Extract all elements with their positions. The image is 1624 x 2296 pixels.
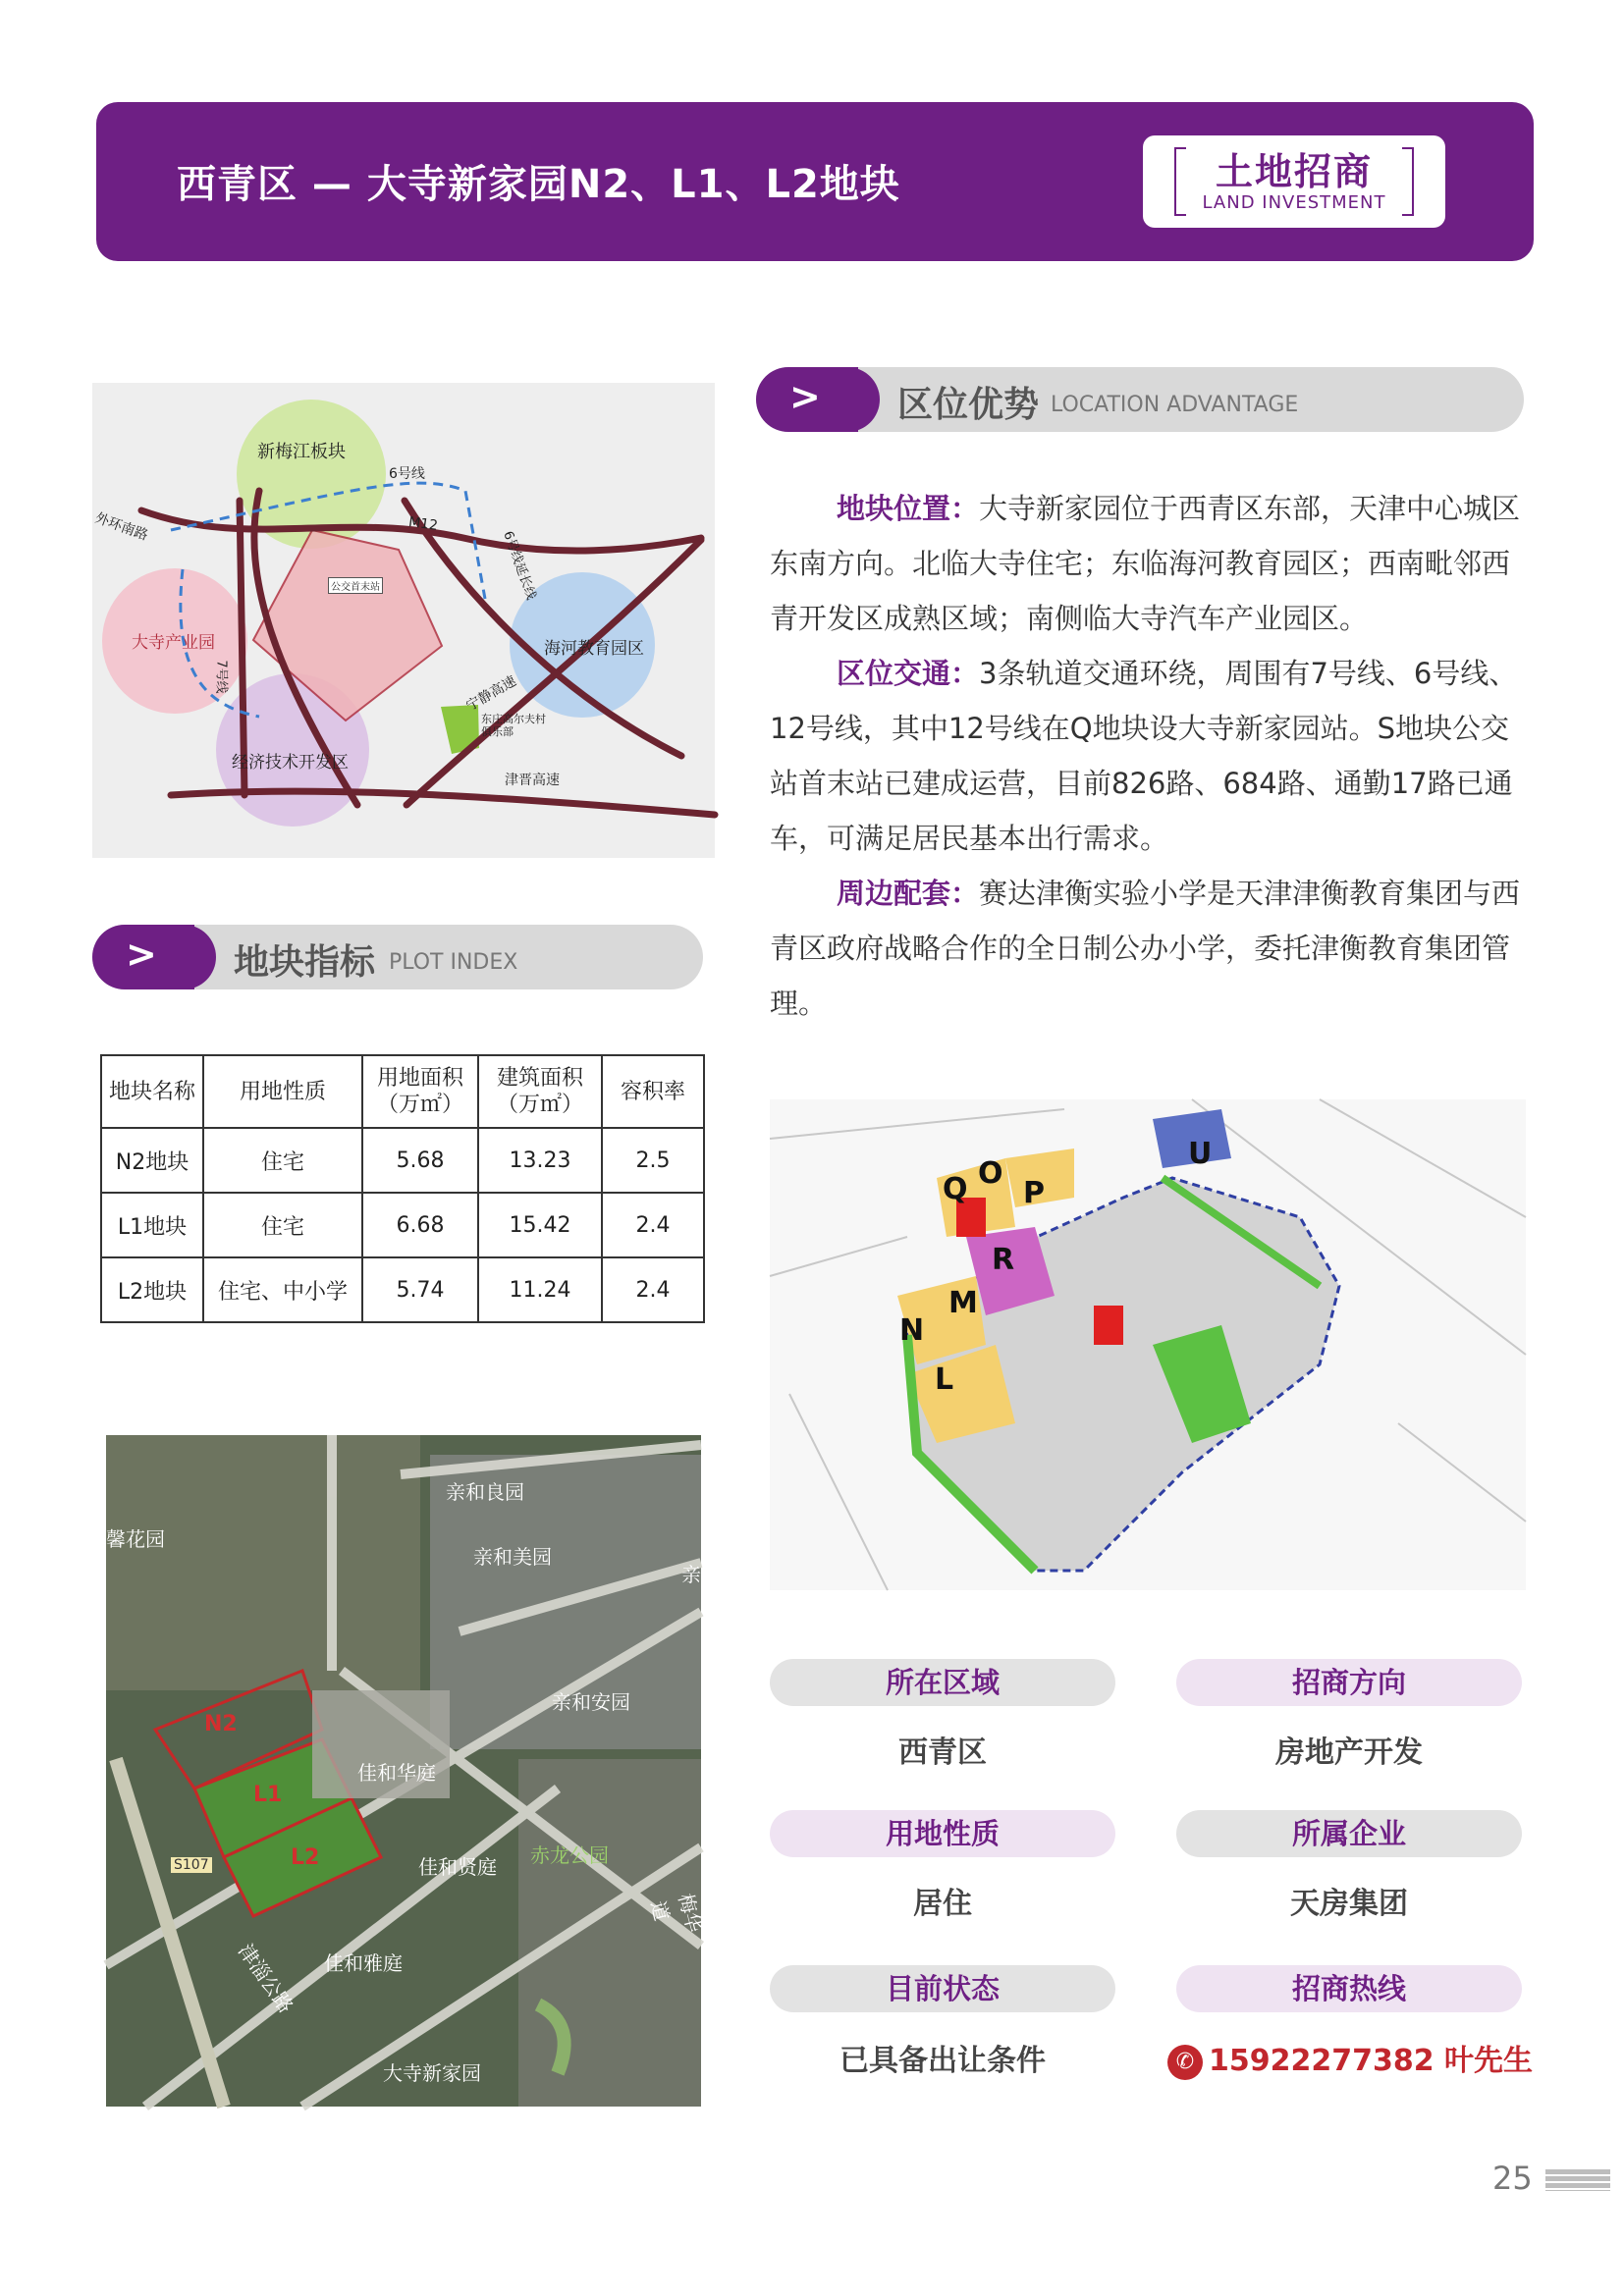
map-label-line7: 7号线 [213,660,229,694]
table-row [101,1193,704,1257]
cell-far: 2.4 [602,1193,704,1257]
paragraph-facilities [770,866,1526,1031]
cell-far: 2.4 [602,1257,704,1322]
plan-label-q: Q [943,1172,968,1206]
sat-label-xinhua-garden: 馨花园 [106,1527,165,1551]
cell-far: 2.5 [602,1128,704,1193]
plan-label-r: R [992,1243,1015,1277]
cell-landuse: 住宅 [203,1193,362,1257]
sat-label-jiahe-hua: 佳和华庭 [357,1761,436,1785]
map-label-haihe: 海河教育园区 [544,639,644,659]
badge-title: 土地招商 [1215,150,1373,193]
location-advantage-title: 区位优势 [897,385,1040,425]
map-label-m12: M12 [407,513,439,535]
plan-label-o: O [978,1156,1003,1191]
map-label-tech-zone: 经济技术开发区 [232,753,349,773]
cell-land-area: 5.68 [362,1128,478,1193]
table-header-row [101,1055,704,1128]
table-row [101,1257,704,1322]
plot-index-table [100,1054,705,1323]
status-label: 目前状态 [770,1965,1115,2012]
cell-floor-area: 13.23 [478,1128,602,1193]
table-row [101,1128,704,1193]
sat-label-l2: L2 [291,1845,320,1870]
paragraph-plot-location [770,481,1526,646]
chevron-right-icon: > [789,375,821,418]
header-banner [96,102,1534,261]
planning-map-graphic [770,1099,1526,1590]
cell-floor-area: 11.24 [478,1257,602,1322]
page-number: 25 [1492,2160,1533,2197]
cell-plot: L1地块 [101,1193,203,1257]
sat-label-s107: S107 [171,1857,212,1873]
col-header-far: 容积率 [602,1055,704,1128]
map-label-line6-ext: 6号线延长线 [500,529,539,603]
hotline-value-row [1149,2036,1551,2080]
landuse-label: 用地性质 [770,1810,1115,1857]
area-value: 西青区 [898,1735,987,1770]
land-investment-badge [1143,135,1445,228]
page-number-bar [1545,2169,1610,2191]
sat-label-qinhe-an: 亲和安园 [552,1690,630,1714]
text-transport: 3条轨道交通环绕，周围有7号线、6号线、12号线，其中12号线在Q地块设大寺新家园站。S地块公交站首末站已建成运营，目前826路、684路、通勤17路已通车，可满足居民基本出行需求。 [770,657,1518,855]
plan-label-l: L [935,1362,954,1397]
phone-icon: ✆ [1167,2045,1203,2080]
hotline-value: 15922277382 叶先生 [1208,2044,1534,2078]
sat-label-jiahe-xian: 佳和贤庭 [418,1855,497,1879]
page-title: 西青区 — 大寺新家园N2、L1、L2地块 [177,162,900,207]
paragraph-transport [770,646,1526,866]
cell-landuse: 住宅 [203,1128,362,1193]
plan-label-n: N [899,1313,925,1348]
sat-label-jiahe-ya: 佳和雅庭 [324,1951,403,1975]
chevron-right-icon: > [126,933,157,976]
col-header-floor-area: 建筑面积（万㎡） [478,1055,602,1128]
landuse-value: 居住 [913,1887,972,1921]
map-label-dasi-industry: 大寺产业园 [132,633,215,653]
direction-label: 招商方向 [1176,1659,1522,1706]
plot-index-header [92,925,703,989]
plan-label-m: M [948,1286,978,1320]
plot-index-subtitle: PLOT INDEX [389,950,518,975]
area-label: 所在区域 [770,1659,1115,1706]
plot-index-title: 地块指标 [234,942,376,983]
map-label-ningjing: 宁静高速 [463,672,519,715]
sat-label-meihua-road: 梅华道 [646,1891,707,1936]
label-plot-location: 地块位置： [837,492,980,525]
sat-label-dasi-new-home: 大寺新家园 [383,2061,481,2085]
satellite-image [106,1435,707,2107]
cell-plot: L2地块 [101,1257,203,1322]
plan-label-p: P [1023,1176,1045,1210]
cell-plot: N2地块 [101,1128,203,1193]
map-label-meijiang: 新梅江板块 [257,442,346,462]
map-label-jinjin: 津晋高速 [505,773,560,788]
company-value: 天房集团 [1290,1887,1408,1921]
map-label-outer-ring: 外环南路 [92,509,150,545]
location-map-graphic [92,383,715,858]
hotline-label: 招商热线 [1176,1965,1522,2012]
location-advantage-subtitle: LOCATION ADVANTAGE [1051,393,1299,417]
sat-label-qinhe-mei: 亲和美园 [473,1545,552,1569]
sat-label-l1: L1 [253,1783,283,1807]
text-facilities: 赛达津衡实验小学是天津津衡教育集团与西青区政府战略合作的全日制公办小学，委托津衡教育集团管理。 [770,877,1521,1020]
cell-landuse: 住宅、中小学 [203,1257,362,1322]
label-transport: 区位交通： [837,657,980,690]
sat-label-n2: N2 [204,1712,238,1736]
badge-subtitle: LAND INVESTMENT [1202,192,1386,213]
cell-land-area: 5.74 [362,1257,478,1322]
direction-value: 房地产开发 [1275,1735,1423,1770]
cell-land-area: 6.68 [362,1193,478,1257]
map-label-golf: 东庄高尔夫村俱乐部 [481,713,546,738]
label-facilities: 周边配套： [837,877,980,910]
col-header-plot: 地块名称 [101,1055,203,1128]
sat-label-chilong-park: 赤龙公园 [530,1843,609,1867]
status-value: 已具备出让条件 [839,2044,1046,2078]
col-header-land-area: 用地面积（万㎡） [362,1055,478,1128]
location-advantage-header [756,367,1524,432]
text-plot-location: 大寺新家园位于西青区东部，天津中心城区东南方向。北临大寺住宅；东临海河教育园区；西南毗邻西青开发区成熟区域；南侧临大寺汽车产业园区。 [770,492,1521,635]
location-map [92,383,715,858]
plan-label-u: U [1188,1137,1213,1171]
planning-map [770,1099,1526,1590]
sat-label-qin-edge: 亲 [681,1563,701,1586]
company-label: 所属企业 [1176,1810,1522,1857]
sat-label-qinhe-liang: 亲和良园 [446,1480,524,1504]
cell-floor-area: 15.42 [478,1193,602,1257]
map-label-bus-terminal: 公交首末站 [328,577,383,594]
sat-label-jinzi-road: 津淄公路 [233,1939,298,2018]
map-label-line6: 6号线 [389,466,425,482]
col-header-landuse: 用地性质 [203,1055,362,1128]
